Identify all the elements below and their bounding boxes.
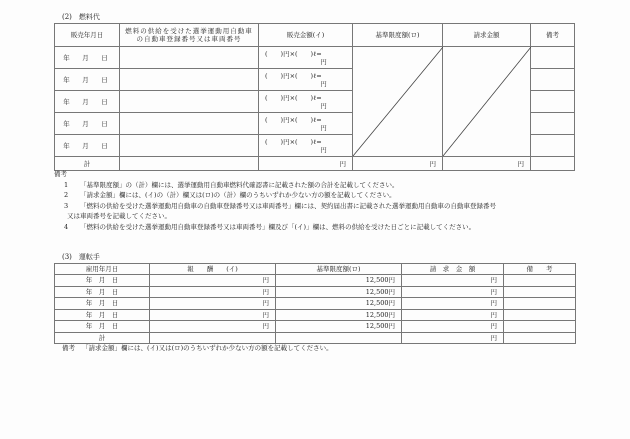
note-item: [54, 222, 496, 233]
limit-cell: 12,500円: [276, 309, 402, 321]
claim-cell[interactable]: 円: [402, 309, 504, 321]
remarks-cell[interactable]: [504, 298, 576, 310]
vehicle-number-cell[interactable]: [120, 47, 259, 69]
amount-formula: ( )円×( )ℓ=: [265, 71, 322, 80]
driver-note-label: 備考: [62, 344, 75, 352]
total-remarks-cell[interactable]: [531, 157, 575, 171]
driver-row: [55, 275, 576, 287]
header-hire-date: 雇用年月日: [55, 264, 150, 275]
header-sale-date: 販売年月日: [55, 24, 120, 47]
limit-cell: 12,500円: [276, 321, 402, 333]
vehicle-number-cell[interactable]: [120, 135, 259, 157]
driver-row: [55, 286, 576, 298]
pay-cell[interactable]: 円: [150, 309, 276, 321]
driver-row: [55, 309, 576, 321]
hire-date-cell[interactable]: 年 月 日: [55, 298, 150, 310]
driver-table: [54, 263, 576, 344]
driver-header-row: [55, 264, 576, 275]
amount-formula: ( )円×( )ℓ=: [265, 137, 322, 146]
limit-cell: 12,500円: [276, 298, 402, 310]
total-limit-cell: [276, 332, 402, 344]
note-number: 4: [64, 222, 69, 231]
note-item: [54, 180, 496, 191]
note-text: 「基準限度額」の（計）欄には、選挙運動用自動車燃料代確認書に記載された額の合計を記載してください。: [80, 180, 399, 189]
remarks-cell[interactable]: [504, 321, 576, 333]
header-claim: 請求金額: [443, 24, 531, 47]
pay-cell[interactable]: 円: [150, 298, 276, 310]
claim-cell[interactable]: 円: [402, 286, 504, 298]
amount-yen: 円: [320, 57, 327, 66]
driver-section-title: (3) 運転手: [62, 253, 100, 261]
header-sales-amount: 販売金額(イ): [259, 24, 353, 47]
note-number: 2: [64, 191, 69, 199]
driver-row: [55, 321, 576, 333]
amount-yen: 円: [320, 79, 327, 88]
fuel-cost-table: [54, 23, 575, 171]
amount-yen: 円: [320, 123, 327, 132]
driver-total-row: [55, 332, 576, 344]
pay-cell[interactable]: 円: [150, 321, 276, 333]
total-remarks-cell[interactable]: [504, 332, 576, 344]
hire-date-cell[interactable]: 年 月 日: [55, 275, 150, 287]
limit-cell: 12,500円: [276, 275, 402, 287]
remarks-cell[interactable]: [531, 91, 575, 113]
fuel-notes: [54, 169, 496, 232]
fuel-header-row: [55, 24, 575, 47]
amount-formula: ( )円×( )ℓ=: [265, 49, 322, 58]
note-text: 「請求金額」欄には、(イ)の（計）欄又は(ロ)の（計）欄のうちいずれか少ない方の額を記載してください。: [80, 191, 396, 199]
note-text: 「燃料の供給を受けた選挙運動用自動車登録番号又は車両番号」欄及び「(イ)」欄は、燃料の供給を受けた日ごとに記載してください。: [80, 222, 476, 231]
vehicle-number-cell[interactable]: [120, 91, 259, 113]
remarks-cell[interactable]: [531, 113, 575, 135]
driver-note-text: 「請求金額」欄には、(イ)又は(ロ)のうちいずれか少ない方の額を記載してください。: [82, 344, 333, 352]
fuel-section-title: (2) 燃料代: [62, 13, 100, 21]
vehicle-number-cell[interactable]: [120, 113, 259, 135]
total-sales-cell[interactable]: 円: [259, 157, 353, 171]
remarks-cell[interactable]: [504, 286, 576, 298]
notes-heading: 備考: [54, 170, 67, 178]
sales-amount-cell[interactable]: [259, 135, 353, 157]
header-remarks: 備考: [531, 24, 575, 47]
note-item: [54, 190, 496, 201]
header-pay: 報 酬 (イ): [150, 264, 276, 275]
diagonal-strike-icon: [443, 47, 531, 156]
amount-formula: ( )円×( )ℓ=: [265, 93, 322, 102]
sales-amount-cell[interactable]: [259, 113, 353, 135]
driver-note: [62, 343, 333, 354]
claim-cell[interactable]: 円: [402, 321, 504, 333]
diagonal-strike-icon: [353, 47, 443, 156]
hire-date-cell[interactable]: 年 月 日: [55, 309, 150, 321]
note-text: 「燃料の供給を受けた選挙運動用自動車の自動車登録番号又は車両番号」欄には、契約届出書に記載された選挙運動用自動車の自動車登録番号: [80, 201, 496, 210]
header-remarks: 備 考: [504, 264, 576, 275]
header-limit: 基準限度額(ロ): [276, 264, 402, 275]
note-item: [54, 201, 496, 212]
limit-cell: 12,500円: [276, 286, 402, 298]
remarks-cell[interactable]: [531, 47, 575, 69]
header-limit: 基準限度額(ロ): [353, 24, 443, 47]
total-label: 計: [55, 332, 150, 344]
note-number: 3: [64, 201, 69, 210]
remarks-cell[interactable]: [504, 309, 576, 321]
sales-amount-cell[interactable]: [259, 47, 353, 69]
hire-date-cell[interactable]: 年 月 日: [55, 286, 150, 298]
amount-yen: 円: [320, 101, 327, 110]
sale-date-cell[interactable]: 年 月 日: [55, 47, 120, 69]
claim-cell[interactable]: 円: [402, 275, 504, 287]
total-claim-cell[interactable]: 円: [402, 332, 504, 344]
amount-yen: 円: [320, 145, 327, 154]
pay-cell[interactable]: 円: [150, 286, 276, 298]
header-claim: 請 求 金 額: [402, 264, 504, 275]
sale-date-cell[interactable]: 年 月 日: [55, 113, 120, 135]
note-number: 1: [64, 180, 69, 189]
sale-date-cell[interactable]: 年 月 日: [55, 91, 120, 113]
sales-amount-cell[interactable]: [259, 69, 353, 91]
remarks-cell[interactable]: [504, 275, 576, 287]
sale-date-cell[interactable]: 年 月 日: [55, 69, 120, 91]
remarks-cell[interactable]: [531, 69, 575, 91]
total-limit-cell[interactable]: 円: [353, 157, 443, 171]
hire-date-cell[interactable]: 年 月 日: [55, 321, 150, 333]
header-vehicle-number: 燃料の供給を受けた選挙運動用自動車の自動車登録番号又は車両番号: [120, 24, 259, 47]
claim-cell-crossed: [443, 47, 531, 157]
amount-formula: ( )円×( )ℓ=: [265, 115, 322, 124]
note-continuation: 又は車両番号を記載してください。: [67, 212, 171, 220]
vehicle-number-cell[interactable]: [120, 69, 259, 91]
claim-cell[interactable]: 円: [402, 298, 504, 310]
fuel-row: [55, 47, 575, 69]
pay-cell[interactable]: 円: [150, 275, 276, 287]
total-pay-cell[interactable]: [150, 332, 276, 344]
sales-amount-cell[interactable]: [259, 91, 353, 113]
driver-row: [55, 298, 576, 310]
limit-cell-crossed: [353, 47, 443, 157]
sale-date-cell[interactable]: 年 月 日: [55, 135, 120, 157]
total-label: 計: [55, 157, 120, 171]
remarks-cell[interactable]: [531, 135, 575, 157]
total-claim-cell[interactable]: 円: [443, 157, 531, 171]
